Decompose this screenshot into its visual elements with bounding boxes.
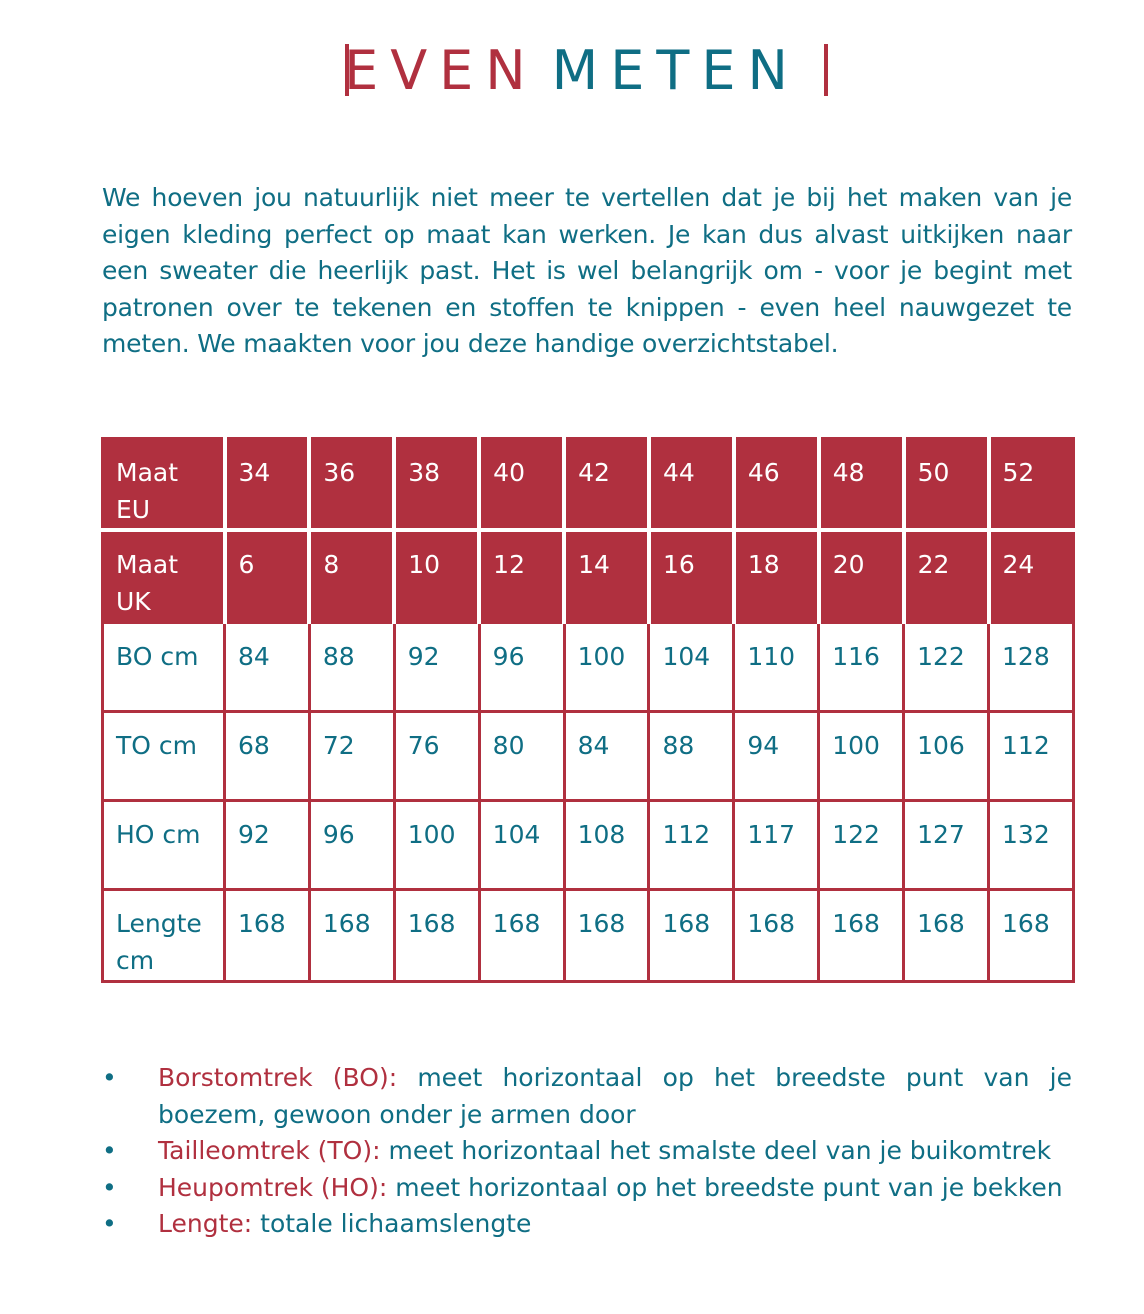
table-cell: 52 [989, 439, 1074, 531]
legend-description: totale lichaamslengte [252, 1209, 532, 1238]
table-cell: 40 [479, 439, 564, 531]
table-cell: 96 [479, 622, 564, 711]
row-maat-uk [103, 530, 1074, 622]
table-cell: 168 [309, 889, 394, 981]
table-cell: 50 [904, 439, 989, 531]
table-cell: 110 [734, 622, 819, 711]
legend-description: meet horizontaal op het breedste punt van je boezem, gewoon onder je armen door [158, 1063, 1072, 1129]
legend-description: meet horizontaal op het breedste punt van je bekken [387, 1172, 1063, 1202]
table-cell: 38 [394, 439, 479, 531]
table-cell: 22 [904, 530, 989, 622]
table-cell: 10 [394, 530, 479, 622]
table-cell: 168 [564, 889, 649, 981]
row-label: BO cm [103, 622, 225, 711]
legend-term: Borstomtrek (BO): [158, 1063, 398, 1092]
table-cell: 76 [394, 711, 479, 800]
bullet-icon: • [102, 1209, 117, 1238]
table-cell: 20 [819, 530, 904, 622]
table-cell: 168 [479, 889, 564, 981]
title-word-even: EVEN [344, 39, 538, 102]
bullet-icon: • [102, 1136, 117, 1165]
table-cell: 94 [734, 711, 819, 800]
table-cell: 12 [479, 530, 564, 622]
intro-paragraph: We hoeven jou natuurlijk niet meer te vertellen dat je bij het maken van je eigen kleding perfect op maat kan werken. Je kan dus alvast uitkijken naar een sweater die heerlijk past. Het is wel belangrijk om - voor je begint met patronen over te tekenen en stoffen te knippen - even heel nauwgezet te meten. We maakten voor jou deze handige overzichtstabel. [102, 183, 1072, 358]
table-cell: 44 [649, 439, 734, 531]
table-cell: 128 [989, 622, 1074, 711]
table-cell: 48 [819, 439, 904, 531]
row-maat-eu [103, 439, 1074, 531]
table-cell: 14 [564, 530, 649, 622]
row-label: HO cm [103, 800, 225, 889]
table-cell: 117 [734, 800, 819, 889]
table-cell: 168 [819, 889, 904, 981]
table-cell: 112 [989, 711, 1074, 800]
table-cell: 132 [989, 800, 1074, 889]
legend-term: Lengte: [158, 1209, 253, 1238]
measurement-legend [102, 1060, 1072, 1243]
table-cell: 112 [649, 800, 734, 889]
legend-item [102, 1133, 1072, 1170]
table-cell: 100 [564, 622, 649, 711]
table-cell: 24 [989, 530, 1074, 622]
table-cell: 104 [479, 800, 564, 889]
title-block [0, 38, 1144, 108]
table-cell: 72 [309, 711, 394, 800]
legend-description: meet horizontaal het smalste deel van je buikomtrek [380, 1136, 1052, 1165]
table-cell: 108 [564, 800, 649, 889]
table-cell: 100 [394, 800, 479, 889]
bullet-icon: • [102, 1063, 117, 1092]
table-cell: 104 [649, 622, 734, 711]
page-title [0, 38, 1144, 104]
row-to [103, 711, 1074, 800]
table-cell: 92 [225, 800, 310, 889]
table-cell: 168 [989, 889, 1074, 981]
table-cell: 36 [309, 439, 394, 531]
table-cell: 122 [904, 622, 989, 711]
table-cell: 42 [564, 439, 649, 531]
bullet-icon: • [102, 1172, 117, 1202]
row-label: Maat UK [103, 530, 225, 622]
row-ho [103, 800, 1074, 889]
table-cell: 46 [734, 439, 819, 531]
title-bar-right [824, 44, 828, 96]
table-cell: 106 [904, 711, 989, 800]
table-cell: 127 [904, 800, 989, 889]
legend-term: Heupomtrek (HO): [158, 1172, 388, 1202]
table-cell: 8 [309, 530, 394, 622]
legend-item [102, 1206, 1072, 1243]
row-lengte [103, 889, 1074, 981]
row-label: Lengte cm [103, 889, 225, 981]
table-cell: 168 [734, 889, 819, 981]
table-cell: 68 [225, 711, 310, 800]
table-cell: 6 [225, 530, 310, 622]
table-cell: 100 [819, 711, 904, 800]
row-bo [103, 622, 1074, 711]
table-cell: 96 [309, 800, 394, 889]
table-cell: 116 [819, 622, 904, 711]
row-label: TO cm [103, 711, 225, 800]
table-cell: 34 [225, 439, 310, 531]
size-table [101, 437, 1075, 983]
title-word-meten: METEN [551, 39, 800, 102]
table-cell: 168 [904, 889, 989, 981]
table-cell: 88 [309, 622, 394, 711]
row-label: Maat EU [103, 439, 225, 531]
table-cell: 122 [819, 800, 904, 889]
table-cell: 168 [649, 889, 734, 981]
table-cell: 84 [225, 622, 310, 711]
table-cell: 168 [394, 889, 479, 981]
table-cell: 168 [225, 889, 310, 981]
table-cell: 18 [734, 530, 819, 622]
table-cell: 84 [564, 711, 649, 800]
legend-item [102, 1170, 1072, 1207]
legend-item [102, 1060, 1072, 1133]
table-cell: 16 [649, 530, 734, 622]
table-cell: 92 [394, 622, 479, 711]
legend-term: Tailleomtrek (TO): [158, 1136, 381, 1165]
table-cell: 88 [649, 711, 734, 800]
table-cell: 80 [479, 711, 564, 800]
